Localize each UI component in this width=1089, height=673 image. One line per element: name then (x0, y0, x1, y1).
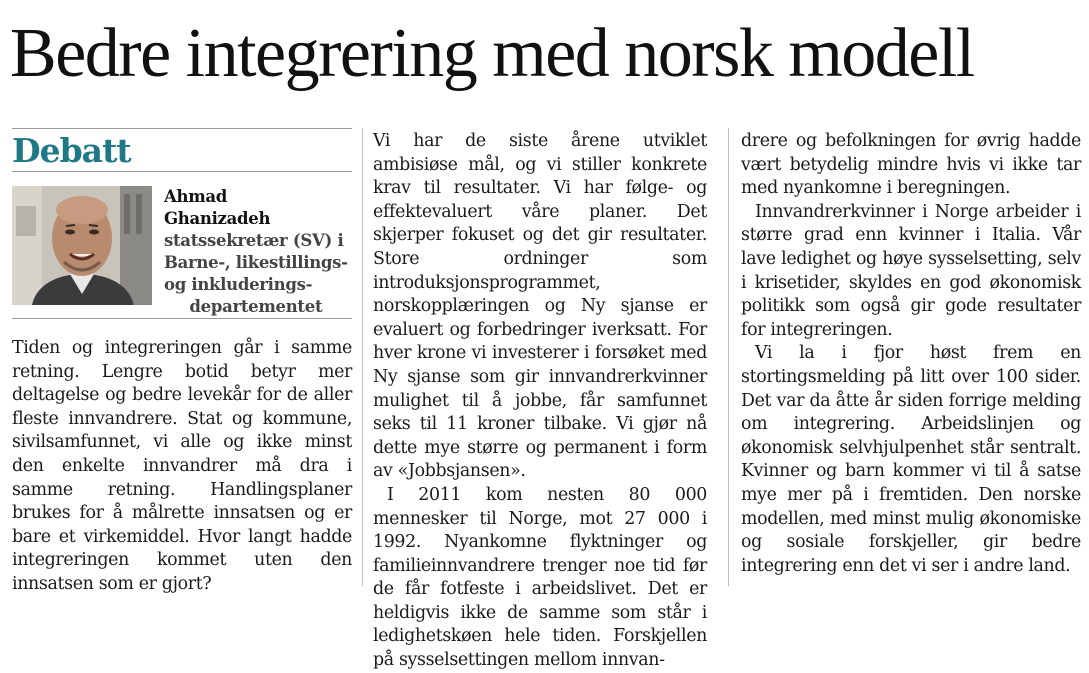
section-label: Debatt (12, 131, 131, 170)
author-info (164, 186, 348, 316)
body-paragraph: Vi har de siste årene utviklet ambisiøse mål, og vi stiller konkrete krav til resultater. Vi har følge- og effektevaluert våre planer. Det skjerper fokuset og det gir resultater. Store ordninger som introduksjonsprogrammet, norskopplæringen og Ny sjanse er evaluert og forbedringer iverksatt. For hver krone vi investerer i forsøket med Ny sjanse som gir innvandrerkvinner mulighet til å jobbe, får samfunnet seks til 11 kroner tilbake. Vi gjør nå dette mye større og permanent i form av «Jobbsjansen». (373, 131, 707, 482)
column-2 (373, 130, 707, 673)
author-name: Ghanizadeh (164, 209, 271, 228)
column-3 (741, 130, 1081, 578)
column-divider (362, 128, 363, 586)
body-paragraph: Innvandrerkvinner i Norge arbeider i større grad enn kvinner i Italia. Vår lave ledighet og høye sysselsetting, selv i krisetider, skyldes en god økonomisk politikk som også gir gode resultater for integreringen. (741, 201, 1081, 340)
column-divider (728, 128, 729, 586)
author-title: departementet (189, 297, 323, 316)
author-byline (12, 186, 352, 316)
author-title: Barne-, likestillings- (164, 253, 348, 272)
column-1 (12, 128, 352, 597)
author-name: Ahmad (164, 187, 227, 206)
author-title: statssekretær (SV) i (164, 231, 344, 250)
author-portrait (12, 186, 152, 305)
body-paragraph: drere og befolkningen for øvrig hadde vært betydelig mindre hvis vi ikke tar med nyankomne i beregningen. (741, 131, 1081, 199)
author-title: og inkluderings- (164, 275, 313, 294)
byline-rule (12, 318, 352, 319)
top-rule (12, 128, 352, 129)
body-paragraph: Vi la i fjor høst frem en stortingsmelding på litt over 100 sider. Det var da åtte år siden forrige melding om integrering. Arbeidslinjen og økonomisk selvhjulpenhet står sentralt. Kvinner og barn kommer vi til å satse mye mer på i fremtiden. Den norske modellen, med minst mulig økonomiske og sosiale forskjeller, gir bedre integrering enn det vi ser i andre land. (741, 343, 1081, 576)
body-paragraph: I 2011 kom nesten 80 000 mennesker til Norge, mot 27 000 i 1992. Nyankomne flyktninger og familieinnvandrere trenger noe tid før de får fotfeste i arbeidslivet. Det er heldigvis ikke de samme som står i ledighetskøen hele tiden. Forskjellen på sysselsettingen mellom innvan- (373, 484, 707, 671)
headline: Bedre integrering med norsk modell (10, 15, 974, 92)
body-paragraph: Tiden og integreringen går i samme retning. Lengre botid betyr mer deltagelse og bedre levekår for de aller fleste innvandrere. Stat og kommune, sivilsamfunnet, vi alle og ikke minst den enkelte innvandrer må dra i samme retning. Handlingsplaner brukes for å målrette innsatsen og er bare et virkemiddel. Hvor langt hadde integreringen kommet uten den innsatsen som er gjort? (12, 338, 352, 594)
section-rule (12, 171, 352, 172)
